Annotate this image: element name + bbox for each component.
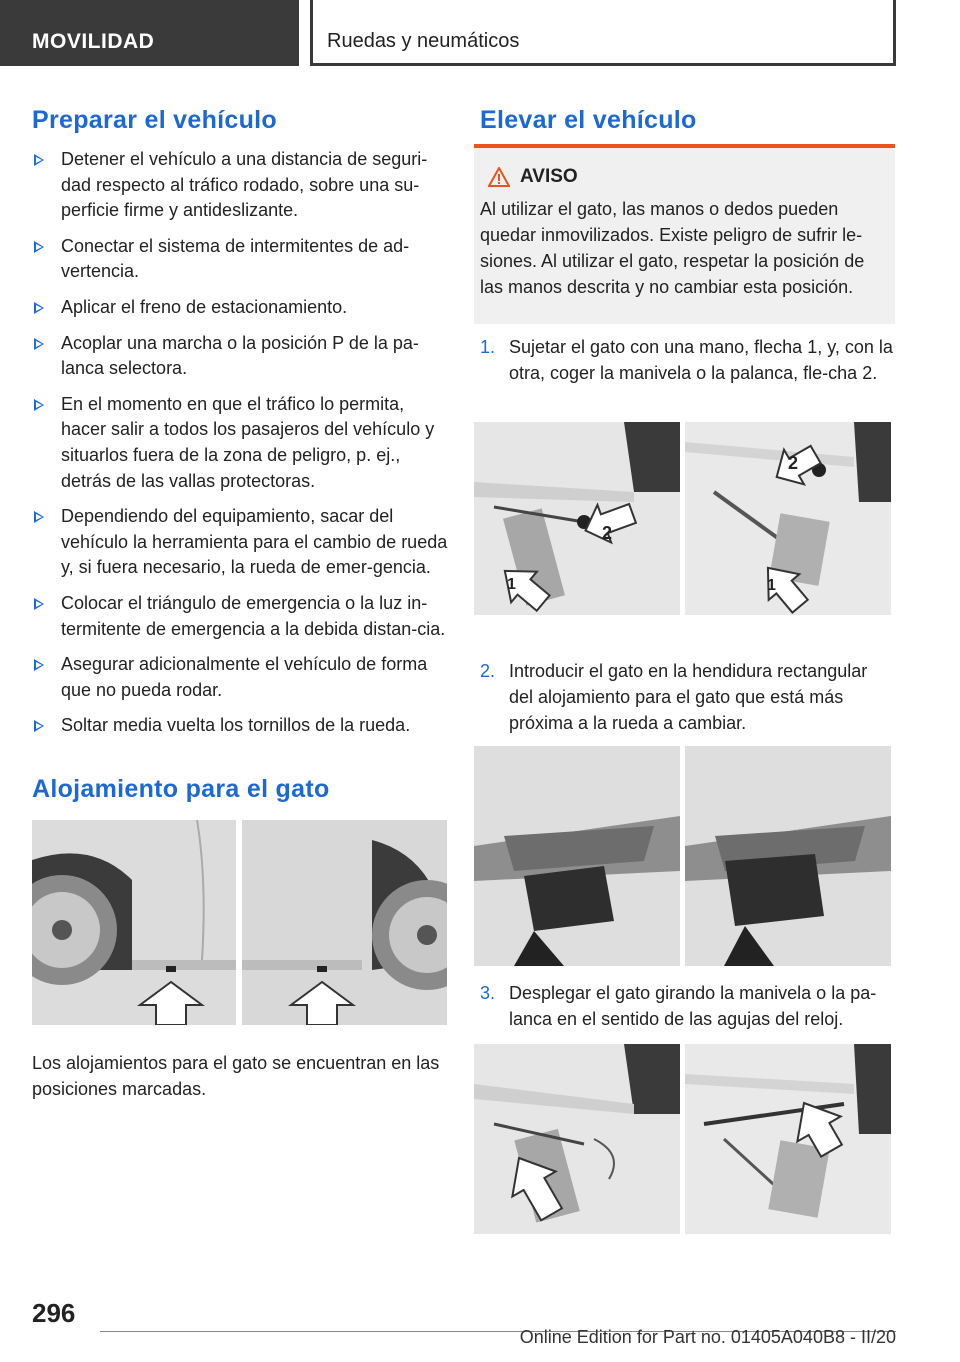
list-item: En el momento en que el tráfico lo permita, hacer salir a todos los pasajeros del vehículo y situarlos fuera de la zona de peligro, p. ej., detrás de las vallas protectoras. [32,392,448,494]
triangle-bullet-icon [34,399,44,411]
page-number: 296 [32,1298,76,1328]
jack-heading: Alojamiento para el gato [32,775,330,803]
triangle-bullet-icon [34,302,44,314]
warning-text: Al utilizar el gato, las manos o dedos pueden quedar inmovilizados. Existe peligro de sufrir le-siones. Al utilizar el gato, respetar la posición de las manos descrita y no cambiar esta posición. [480,199,865,297]
list-item: 2. Introducir el gato en la hendidura rectangular del alojamiento para el gato que está más próxima a la rueda a cambiar. [480,661,868,733]
arrow-label-2: 2 [602,523,613,543]
list-item: Detener el vehículo a una distancia de seguri-dad respecto al tráfico rodado, sobre una su-perficie firme y antideslizante. [32,147,448,224]
step3-figure [474,1044,891,1234]
warning-header [480,166,887,188]
warning-box [474,144,895,324]
step1-figure [474,422,891,615]
arrow-label-2b: 2 [788,453,799,473]
list-item: 1. Sujetar el gato con una mano, flecha 1, y, con la otra, coger la manivela o la palanca, fle-cha 2. [480,337,893,383]
list-item: Dependiendo del equipamiento, sacar del vehículo la herramienta para el cambio de rueda y, si fuera necesario, la rueda de emer-gencia. [32,504,448,581]
warning-triangle-icon [488,167,510,187]
jack-insert-illustration [474,746,891,966]
list-item: Aplicar el freno de estacionamiento. [32,295,448,321]
page-header [0,0,960,66]
step-1-list [480,334,896,386]
warning-label: AVISO [520,166,578,187]
step2-figure [474,746,891,966]
list-item: Soltar media vuelta los tornillos de la rueda. [32,713,448,739]
arrow-label-1: 1 [507,576,516,593]
triangle-bullet-icon [34,659,44,671]
chapter-title: Ruedas y neumáticos [310,0,896,66]
jack-caption: Los alojamientos para el gato se encuentran en las posiciones marcadas. [32,1053,440,1099]
list-item: 3. Desplegar el gato girando la manivela o la pa-lanca en el sentido de las agujas del reloj. [480,983,877,1029]
edition-note: Online Edition for Part no. 01405A040B8 - II/20 [519,1327,896,1347]
list-item: Acoplar una marcha o la posición P de la pa-lanca selectora. [32,331,448,382]
list-item: Conectar el sistema de intermitentes de ad-vertencia. [32,234,448,285]
jack-section [32,775,448,804]
section-label: MOVILIDAD [0,0,299,66]
left-column [32,106,448,749]
list-item: Asegurar adicionalmente el vehículo de forma que no pueda rodar. [32,652,448,703]
triangle-bullet-icon [34,720,44,732]
car-jack-points-illustration [32,820,447,1025]
jack-crank-illustration [474,1044,891,1234]
triangle-bullet-icon [34,511,44,523]
jack-hold-illustration [474,422,891,615]
lift-heading: Elevar el vehículo [480,106,697,134]
step-2-list [480,658,896,736]
arrow-label-1b: 1 [767,577,776,594]
right-column [480,106,896,135]
triangle-bullet-icon [34,338,44,350]
step-3-list [480,980,896,1032]
triangle-bullet-icon [34,241,44,253]
jack-points-figure [32,820,447,1025]
list-item: Colocar el triángulo de emergencia o la luz in-termitente de emergencia a la debida distan-cia. [32,591,448,642]
triangle-bullet-icon [34,154,44,166]
prep-heading: Preparar el vehículo [32,106,278,134]
triangle-bullet-icon [34,598,44,610]
prep-list [32,147,448,739]
